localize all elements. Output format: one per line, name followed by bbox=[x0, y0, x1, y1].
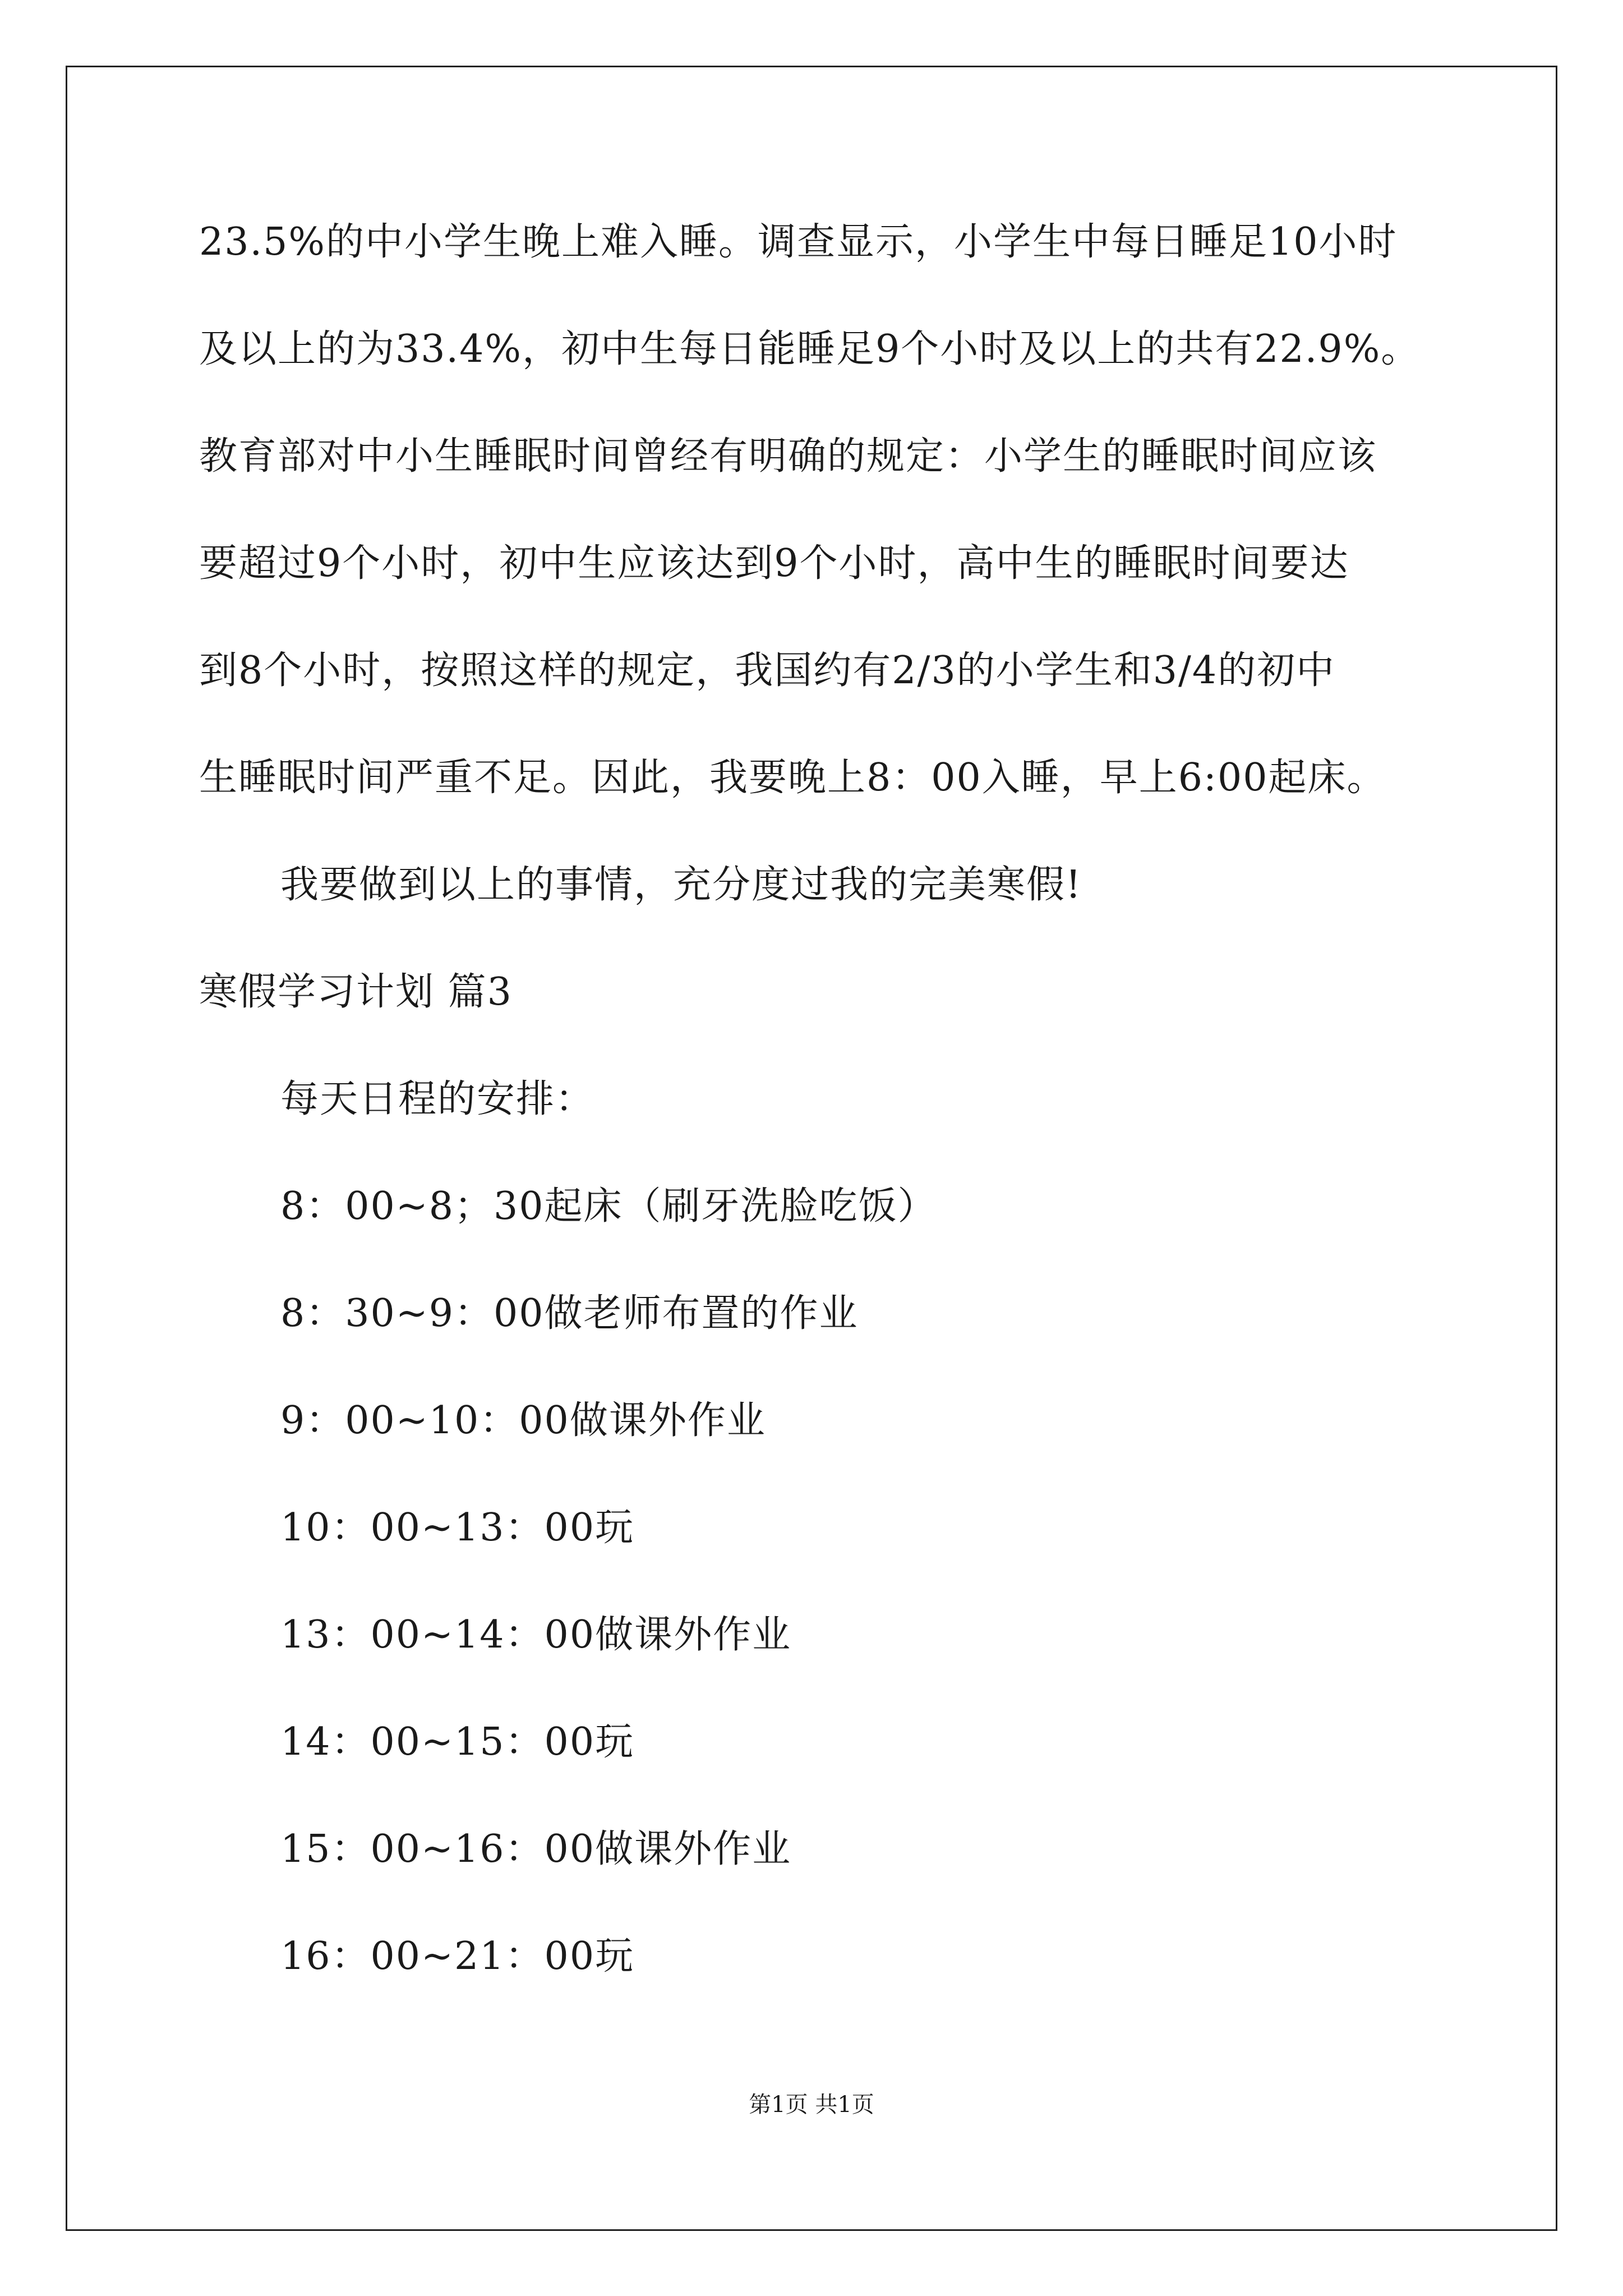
paragraph-line: 教育部对中小生睡眠时间曾经有明确的规定：小学生的睡眠时间应该 bbox=[199, 434, 1377, 478]
page-border bbox=[66, 66, 1557, 2231]
schedule-item: 13：00~14：00做课外作业 bbox=[280, 1613, 792, 1657]
closing-sentence: 我要做到以上的事情，充分度过我的完美寒假! bbox=[280, 863, 1082, 907]
paragraph-line: 生睡眠时间严重不足。因此，我要晚上8：00入睡，早上6:00起床。 bbox=[199, 756, 1386, 800]
paragraph-line: 23.5%的中小学生晚上难入睡。调查显示，小学生中每日睡足10小时 bbox=[199, 220, 1398, 264]
schedule-intro: 每天日程的安排： bbox=[280, 1077, 595, 1121]
section-heading: 寒假学习计划 篇3 bbox=[199, 970, 513, 1014]
schedule-item: 10：00~13：00玩 bbox=[280, 1506, 635, 1550]
page-footer: 第1页 共1页 bbox=[749, 2092, 874, 2118]
paragraph-line: 及以上的为33.4%，初中生每日能睡足9个小时及以上的共有22.9%。 bbox=[199, 327, 1421, 371]
paragraph-line: 到8个小时，按照这样的规定，我国约有2/3的小学生和3/4的初中 bbox=[199, 648, 1336, 693]
schedule-item: 14：00~15：00玩 bbox=[280, 1720, 635, 1764]
schedule-item: 16：00~21：00玩 bbox=[280, 1934, 635, 1978]
paragraph-line: 要超过9个小时，初中生应该达到9个小时，高中生的睡眠时间要达 bbox=[199, 541, 1349, 586]
schedule-item: 15：00~16：00做课外作业 bbox=[280, 1827, 792, 1871]
schedule-item: 8：30~9：00做老师布置的作业 bbox=[280, 1291, 859, 1336]
schedule-item: 9：00~10：00做课外作业 bbox=[280, 1398, 766, 1443]
schedule-item: 8：00~8；30起床（刷牙洗脸吃饭） bbox=[280, 1184, 937, 1228]
